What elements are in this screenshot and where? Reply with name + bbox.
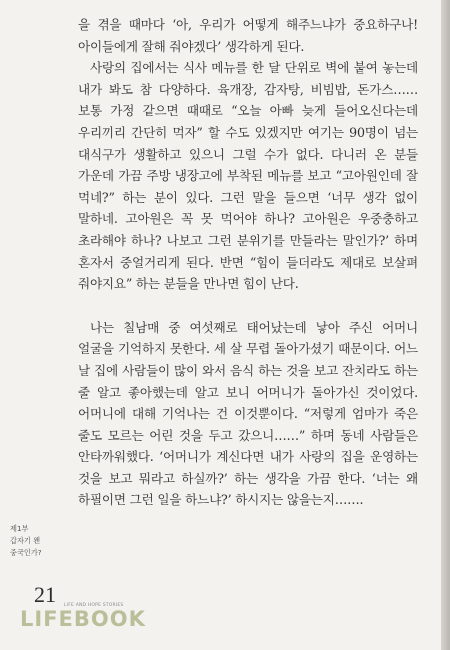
chapter-title-line-2: 중국인가?: [10, 548, 42, 557]
chapter-side-note: [10, 523, 65, 559]
logo-tagline: LIFE AND HOPE STORIES: [64, 603, 124, 608]
page-edge: [441, 0, 450, 650]
chapter-part-label: 제1부: [10, 524, 29, 533]
paragraph-2: 사랑의 집에서는 식사 메뉴를 한 달 단위로 벽에 붙여 놓는데 내가 봐도 참 다양하다. 육개장, 감자탕, 비빔밥, 돈가스…… 보통 가정 같으면 때때로 “오늘 아빠 늦게 들어오신다는데 우리끼리 간단히 먹자” 할 수도 있겠지만 여기는 90명이 넘는 대식구가 생활하고 있으니 그럴 수가 없다. 다니러 온 분들 가운데 가끔 주방 냉장고에 부착된 메뉴를 보고 “고아원인데 잘 먹네?” 하는 분이 있다. 그런 말을 들으면 ‘너무 생각 없이 말하네. 고아원은 꼭 못 먹어야 하나? 고아원은 우중충하고 초라해야 하나? 나보고 그런 분위기를 만들라는 말인가?’ 하며 혼자서 중얼거리게 된다. 반면 “힘이 들더라도 제대로 보살펴 줘야지요” 하는 분들을 만나면 힘이 난다.: [78, 60, 418, 292]
chapter-title-line-1: 갑자기 왠: [10, 536, 41, 545]
paragraph-gap: [78, 295, 418, 317]
lifebook-logo: [10, 603, 146, 637]
paragraph-1: 을 겪을 때마다 ‘아, 우리가 어떻게 해주느냐가 중요하구나! 아이들에게 잘해 줘야겠다’ 생각하게 된다.: [78, 17, 418, 54]
page-number: 21: [34, 582, 56, 607]
paragraph-3: 나는 칠남매 중 여섯째로 태어났는데 낳아 주신 어머니 얼굴을 기억하지 못한다. 세 살 무렵 돌아가셨기 때문이다. 어느 날 집에 사람들이 많이 와서 음식 하는 것을 보고 잔치라도 하는 줄 알고 좋아했는데 알고 보니 어머니가 돌아가신 것이었다. 어머니에 대해 기억나는 건 이것뿐이다. “저렇게 엄마가 죽은 줄도 모르는 어린 것을 두고 갔으니……” 하며 동네 사람들은 안타까워했다. ‘어머니가 계신다면 내가 사랑의 집을 운영하는 것을 보고 뭐라고 하실까?’ 하는 생각을 가끔 한다. ‘너는 왜 하필이면 그런 일을 하느냐?’ 하시지는 않을는지…….: [78, 319, 418, 508]
main-text-block: [78, 14, 418, 511]
logo-text: LIFEBOOK: [20, 607, 146, 631]
